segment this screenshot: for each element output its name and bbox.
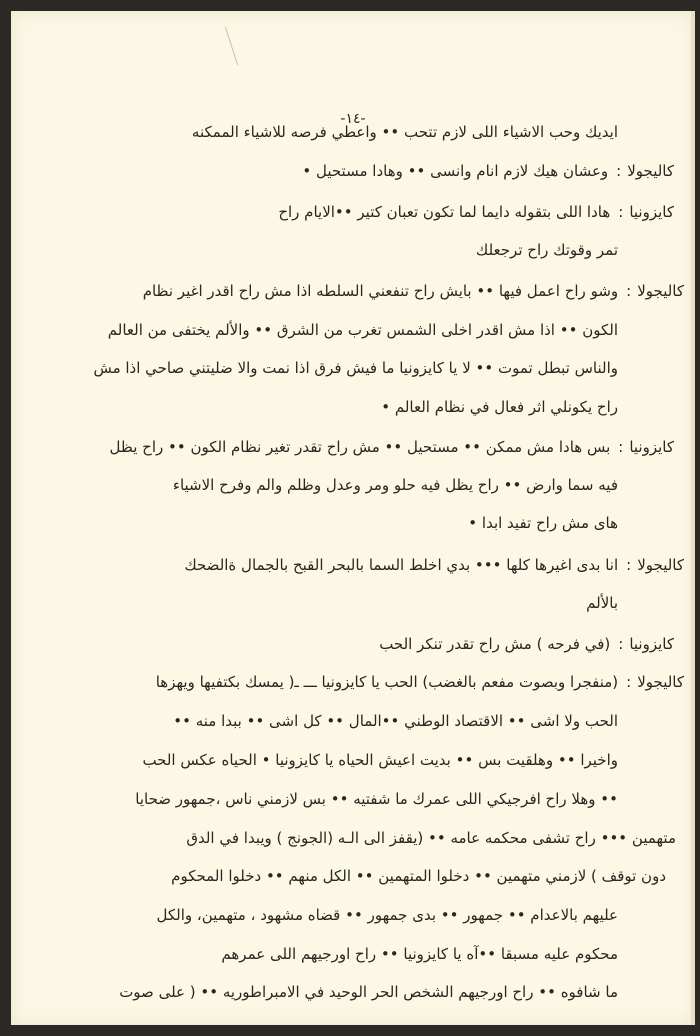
dialogue-continuation-line [186,829,676,847]
speaker-name: كاليجولا [627,162,674,180]
line-text: الكون •• اذا مش اقدر اخلى الشمس تغرب من الشرق •• والألم يختفى من العالم [107,321,618,339]
dialogue-continuation-line [221,945,618,963]
line-text: (في فرحه ) مش راح تقدر تنكر الحب [379,635,611,653]
line-text: ايديك وحب الاشياء اللى لازم تتحب •• واعطي فرصه للاشياء الممكنه [191,123,618,141]
line-text: ما شافوه •• راح اورجيهم الشخص الحر الوحيد في الامبراطوريه •• ( على صوت [119,983,618,1001]
dialogue-continuation-line [142,751,618,769]
speaker-name: كايزونيا [629,438,674,456]
line-text: بالألم [586,594,618,612]
page-edge [691,11,695,1025]
line-text: هادا اللى بتقوله دايما لما تكون تعبان كتير ••الايام راح [278,203,611,221]
speaker-name: كايزونيا [629,203,674,221]
line-text: محكوم عليه مسبقا ••آه يا كايزونيا •• راح اورجيهم اللى عمرهم [221,945,618,963]
document-page [11,11,695,1025]
speaker-colon: : [618,635,624,653]
line-text: الحب ولا اشى •• الاقتصاد الوطني ••المال •• كل اشى •• ببدا منه •• [173,712,618,730]
speaker-colon: : [616,162,622,180]
speaker-name: كاليجولا [637,282,684,300]
dialogue-continuation-line [108,321,618,339]
dialogue-continuation-line [192,123,618,141]
speaker-colon: : [618,438,624,456]
line-text: بس هادا مش ممكن •• مستحيل •• مش راح تقدر تغير نظام الكون •• راح يظل [109,438,611,456]
line-text: والناس تبطل تموت •• لا يا كايزونيا ما فيش فرق اذا نمت والا ضليتني صاحي اذا مش [93,359,618,377]
dialogue-continuation-line [157,906,618,924]
line-text: دون توقف ) لازمني متهمين •• دخلوا المتهمين •• الكل منهم •• دخلوا المحكوم [171,867,666,885]
line-text: هاى مش راح تفيد ابدا • [468,514,618,532]
dialogue-line [110,438,674,456]
line-text: عليهم بالاعدام •• جمهور •• بدى جمهور •• قضاه مشهود ، متهمين، والكل [156,906,618,924]
dialogue-continuation-line [173,476,618,494]
line-text: متهمين ••• راح تشفى محكمه عامه •• (يقفز الى الـه (الجونج ) ويبدا في الدق [186,829,676,847]
line-text: فيه سما وارض •• راح يظل فيه حلو ومر وعدل وظلم والم وفرح الاشياء [172,476,618,494]
dialogue-continuation-line [173,712,618,730]
dialogue-continuation-line [468,514,618,532]
dialogue-continuation-line [135,790,618,808]
line-text: انا بدى اغيرها كلها ••• بدي اخلط السما بالبحر القبح بالجمال ةالضحك [184,556,619,574]
speaker-colon: : [626,556,632,574]
line-text: وعشان هيك لازم انام وانسى •• وهادا مستحيل • [302,162,609,180]
dialogue-line [278,203,674,221]
line-text: (منفجرا وبصوت مفعم بالغضب) الحب يا كايزونيا ـــ ـ( يمسك بكتفيها ويهزها [155,673,619,691]
dialogue-line [379,635,674,653]
speaker-name: كاليجولا [637,556,684,574]
paper-scratch-mark [225,27,238,65]
dialogue-continuation-line [119,983,618,1001]
line-text: وشو راح اعمل فيها •• بايش راح تنفعني السلطه اذا مش راح اقدر اغير نظام [142,282,619,300]
dialogue-line [302,162,674,180]
dialogue-line [184,556,684,574]
dialogue-continuation-line [476,241,618,259]
speaker-name: كايزونيا [629,635,674,653]
dialogue-continuation-line [171,867,666,885]
dialogue-continuation-line [381,398,618,416]
line-text: واخيرا •• وهلقيت بس •• بديت اعيش الحياه يا كايزونيا • الحياه عكس الحب [142,751,618,769]
line-text: راح يكونلي اثر فعال في نظام العالم • [381,398,618,416]
dialogue-line [143,282,684,300]
page-number: -١٤- [340,111,366,127]
speaker-colon: : [618,203,624,221]
dialogue-continuation-line [586,594,618,612]
dialogue-line [156,673,684,691]
speaker-name: كاليجولا [637,673,684,691]
line-text: تمر وقوتك راح ترجعلك [475,241,618,259]
speaker-colon: : [626,282,632,300]
dialogue-continuation-line [93,359,618,377]
line-text: •• وهلا راح افرجيكي اللى عمرك ما شفتيه •• بس لازمني ناس ،جمهور ضحايا [135,790,618,808]
speaker-colon: : [626,673,632,691]
